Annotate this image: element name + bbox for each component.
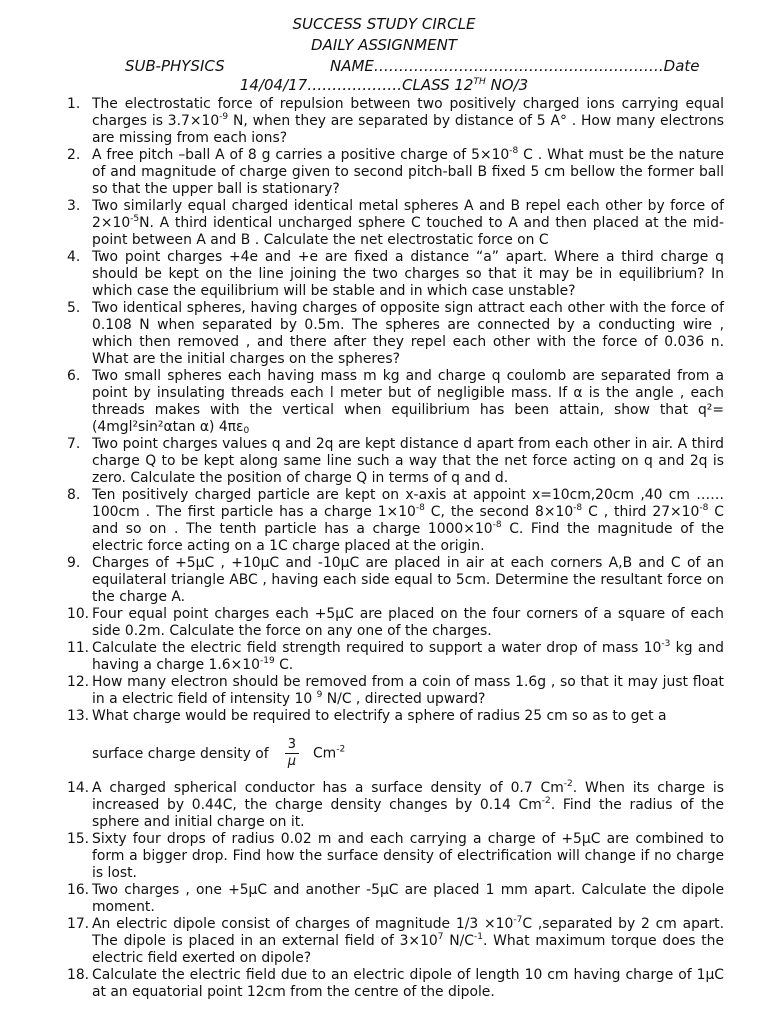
question-item — [0, 831, 768, 882]
question-text: N, when they are separated by distance of 5 A° . How many electrons are missing from each ions? — [92, 113, 724, 146]
question-text: Calculate the electric field strength required to support a water drop of mass 10 — [92, 640, 662, 656]
exponent: -3 — [661, 639, 671, 649]
question-item — [0, 555, 768, 606]
fraction-numerator: 3 — [285, 737, 299, 754]
question-item — [0, 967, 768, 1001]
fraction — [285, 737, 299, 770]
question-text: C , third 27×10 — [582, 504, 700, 520]
question-text: C . What must be the nature of and magnitude of charge given to second pitch-ball B fixed 5 cm bellow the former ball so that the upper ball is stationary? — [92, 147, 725, 197]
question-item — [0, 916, 768, 967]
question-text-line1: What charge would be required to electrify a sphere of radius 25 cm so as to get a — [92, 708, 667, 724]
name-date-label: NAME………………………………………………….Date — [330, 57, 700, 75]
question-item — [0, 436, 768, 487]
fraction-denominator: μ — [287, 754, 296, 769]
assignment-number: NO/3 — [485, 76, 529, 94]
assignment-title: DAILY ASSIGNMENT — [311, 36, 457, 54]
exponent: -2 — [336, 744, 346, 755]
question-text: kg and having a charge 1.6×10 — [92, 640, 724, 673]
question-text: N/C , directed upward? — [322, 691, 486, 707]
question-number: 2. — [67, 147, 81, 163]
question-text: An electric dipole consist of charges of magnitude 1/3 ×10 — [92, 916, 514, 932]
question-number: 7. — [67, 436, 81, 452]
exponent: -8 — [699, 503, 709, 513]
question-number: 14. — [67, 780, 90, 796]
question-text: Calculate the electric field due to an electric dipole of length 10 cm having charge of 1μC at an equatorial point 12cm from the centre of the dipole. — [92, 967, 724, 1000]
question-text: A free pitch –ball A of 8 g carries a positive charge of 5×10 — [92, 147, 510, 163]
question-text: Cm — [312, 745, 337, 762]
question-text: C. Find the magnitude of the electric force acting on a 1C charge placed at the origin. — [92, 521, 724, 554]
question-number: 13. — [67, 708, 90, 724]
exponent: -8 — [573, 503, 583, 513]
question-number: 4. — [67, 249, 81, 265]
question-item — [0, 606, 768, 640]
question-number: 6. — [67, 368, 81, 384]
exponent: -9 — [219, 112, 229, 122]
question-text: . Find the radius of the sphere and initial charge on it. — [92, 797, 724, 830]
question-text — [92, 708, 724, 762]
question-text: C. — [274, 657, 294, 673]
question-item — [0, 147, 768, 198]
question-item — [0, 300, 768, 368]
question-number: 10. — [67, 606, 90, 622]
question-number: 9. — [67, 555, 81, 571]
question-item — [0, 640, 768, 674]
question-text: How many electron should be removed from a coin of mass 1.6g , so that it may just float in a electric field of intensity 10 — [92, 674, 724, 707]
question-number: 8. — [67, 487, 81, 503]
question-list — [0, 96, 768, 1001]
exponent: 7 — [437, 932, 444, 942]
question-number: 18. — [67, 967, 90, 983]
question-text: Two similarly equal charged identical metal spheres A and B repel each other by force of 2×10 — [92, 198, 724, 231]
exponent: -19 — [259, 656, 275, 666]
question-text-line2: surface charge density of — [92, 745, 269, 762]
institute-title: SUCCESS STUDY CIRCLE — [292, 15, 476, 33]
question-text: C and so on . The tenth particle has a charge 1000×10 — [92, 504, 724, 537]
question-number: 16. — [67, 882, 90, 898]
exponent: -8 — [492, 520, 502, 530]
question-text: N/C — [443, 933, 474, 949]
question-text: C ,separated by 2 cm apart. The dipole is placed in an external field of 3×10 — [92, 916, 724, 949]
exponent: -2 — [541, 796, 551, 806]
question-text: C, the second 8×10 — [424, 504, 574, 520]
question-item — [0, 368, 768, 436]
question-number: 5. — [67, 300, 81, 316]
question-number: 1. — [67, 96, 81, 112]
question-text: Two charges , one +5μC and another -5μC are placed 1 mm apart. Calculate the dipole moment. — [92, 882, 724, 915]
question-item — [0, 674, 768, 708]
exponent: 9 — [316, 690, 323, 700]
question-text: Two small spheres each having mass m kg and charge q coulomb are separated from a point by insulating threads each l meter but of negligible mass. If α is the angle , each threads makes with the vertical when equilibrium has been attain, show that q²=(4mgl²sin²αtan α) 4πε — [92, 368, 724, 435]
line-gap — [92, 725, 724, 737]
question-item — [0, 487, 768, 555]
question-number: 17. — [67, 916, 90, 932]
question-number: 12. — [67, 674, 90, 690]
question-text: The electrostatic force of repulsion between two positively charged ions carrying equal charges is 3.7×10 — [92, 96, 724, 129]
question-text: Sixty four drops of radius 0.02 m and each carrying a charge of +5μC are combined to form a bigger drop. Find how the surface density of electrification will change if no charge is lost. — [92, 831, 724, 881]
exponent: -7 — [513, 915, 523, 925]
question-item — [0, 780, 768, 831]
question-number: 3. — [67, 198, 81, 214]
question-item — [0, 882, 768, 916]
question-text: Ten positively charged particle are kept on x-axis at appoint x=10cm,20cm ,40 cm ……100cm . The first particle has a charge 1×10 — [92, 487, 724, 520]
exponent: -8 — [415, 503, 425, 513]
question-text: Two identical spheres, having charges of opposite sign attract each other with the force of 0.108 N when separated by 0.5m. The spheres are connected by a conducting wire , which then removed , and there after they repel each other with the force of 0.036 n. What are the initial charges on the spheres? — [92, 300, 724, 367]
exponent: -1 — [474, 932, 483, 942]
question-text: A charged spherical conductor has a surface density of 0.7 Cm — [92, 780, 564, 796]
class-suffix: TH — [473, 77, 486, 87]
question-item — [0, 198, 768, 249]
question-number: 15. — [67, 831, 90, 847]
exponent: -8 — [509, 146, 519, 156]
question-item — [0, 708, 768, 780]
question-text: Two point charges +4e and +e are fixed a distance “a” apart. Where a third charge q should be kept on the line joining the two charges so that it may be in equilibrium? In which case the equilibrium will be stable and in which case unstable? — [92, 249, 724, 299]
exponent: -2 — [563, 779, 573, 789]
question-text: N. A third identical uncharged sphere C touched to A and then placed at the mid-point between A and B . Calculate the net electrostatic force on C — [92, 215, 724, 248]
question-text: Four equal point charges each +5μC are placed on the four corners of a square of each side 0.2m. Calculate the force on any one of the charges. — [92, 606, 724, 639]
question-text: . What maximum torque does the electric field exerted on dipole? — [92, 933, 725, 966]
exponent: -5 — [130, 214, 140, 224]
date-class-text: 14/04/17……………….CLASS 12 — [239, 76, 474, 94]
date-class-line — [0, 75, 768, 95]
subject-label: SUB-PHYSICS — [125, 57, 225, 75]
question-text: Two point charges values q and 2q are kept distance d apart from each other in air. A third charge Q to be kept along same line such a way that the net force acting on q and 2q is zero. Calculate the position of charge Q in terms of q and d. — [92, 436, 724, 486]
question-text: Charges of +5μC , +10μC and -10μC are placed in air at each corners A,B and C of an equilateral triangle ABC , having each side equal to 5cm. Determine the resultant force on the charge A. — [92, 555, 724, 605]
question-item — [0, 96, 768, 147]
question-item — [0, 249, 768, 300]
question-text: . When its charge is increased by 0.44C, the charge density changes by 0.14 Cm — [92, 780, 725, 813]
question-number: 11. — [67, 640, 90, 656]
subscript: 0 — [243, 426, 250, 436]
